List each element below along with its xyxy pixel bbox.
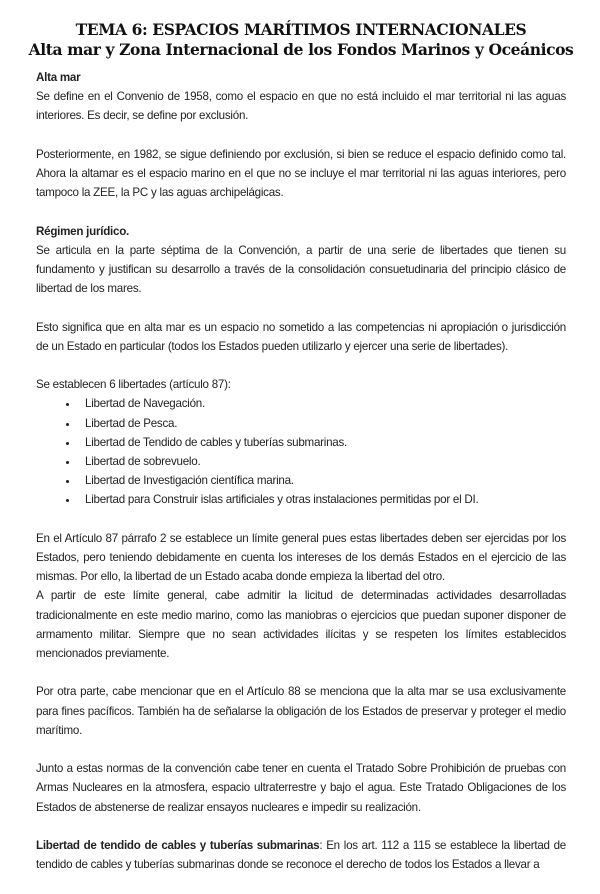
heading-regimen-juridico: Régimen jurídico.	[36, 224, 130, 238]
freedoms-list	[36, 394, 566, 509]
list-item: • Libertad de Pesca.	[79, 414, 566, 433]
paragraph-text: : En los art. 112 a 115 se establece la libertad de tendido de cables y tuberías submarinas donde se reconoce el derecho de todos los Estados a llevar a	[36, 839, 566, 872]
title-line-2: Alta mar y Zona Internacional de los Fondos Marinos y Oceánicos	[28, 40, 574, 59]
paragraph: Junto a estas normas de la convención cabe tener en cuenta el Tratado Sobre Prohibición de pruebas con Armas Nucleares en la atmosfera, espacio ultraterrestre y bajo el agua. Este Tratado Obligaciones de los Estados de abstenerse de realizar ensayos nucleares e impedir su realización.	[36, 762, 566, 814]
list-item: • Libertad de Tendido de cables y tuberías submarinas.	[79, 433, 566, 452]
document-page	[28, 20, 574, 894]
list-item: • Libertad de sobrevuelo.	[79, 452, 566, 471]
list-item: • Libertad para Construir islas artificiales y otras instalaciones permitidas por el DI.	[79, 490, 566, 509]
paragraph: A partir de este límite general, cabe admitir la licitud de determinadas actividades desarrolladas tradicionalmente en este medio marino, como las maniobras o ejercicios que puedan suponer disponer de armamento militar. Siempre que no sean actividades ilícitas y se respeten los límites establecidos mencionados previamente.	[36, 589, 566, 661]
paragraph: Se articula en la parte séptima de la Convención, a partir de una serie de libertades que tienen su fundamento y justifican su desarrollo a través de la consolidación consuetudinaria del principio clásico de libertad de los mares.	[36, 243, 566, 296]
list-item: • Libertad de Navegación.	[79, 394, 566, 413]
paragraph: En el Artículo 87 párrafo 2 se establece un límite general pues estas libertades deben ser ejercidas por los Estados, pero teniendo debidamente en cuenta los intereses de los demás Estados en el ejercicio de las mismas. Por ello, la libertad de un Estado acaba donde empieza la libertad del otro.	[36, 531, 566, 584]
paragraph	[36, 836, 566, 874]
list-item: • Libertad de Investigación científica marina.	[79, 471, 566, 490]
document-title	[16, 20, 586, 60]
paragraph: Se define en el Convenio de 1958, como el espacio en que no está incluido el mar territorial ni las aguas interiores. Es decir, se define por exclusión.	[36, 90, 566, 123]
title-line-1: TEMA 6: ESPACIOS MARÍTIMOS INTERNACIONALES	[75, 20, 527, 39]
inline-heading: Libertad de tendido de cables y tuberías submarinas	[36, 839, 320, 852]
heading-alta-mar: Alta mar	[36, 71, 81, 84]
list-intro: Se establecen 6 libertades (artículo 87):	[36, 378, 231, 392]
paragraph: Por otra parte, cabe mencionar que en el Artículo 88 se menciona que la alta mar se usa exclusivamente para fines pacíficos. También ha de señalarse la obligación de los Estados de preservar y proteger el medio marítimo.	[36, 685, 566, 737]
paragraph: Posteriormente, en 1982, se sigue definiendo por exclusión, si bien se reduce el espacio definido como tal. Ahora la altamar es el espacio marino en el que no se incluye el mar territorial ni las aguas interiores, pero tampoco la ZEE, la PC y las aguas archipelágicas.	[36, 147, 566, 200]
paragraph: Esto significa que en alta mar es un espacio no sometido a las competencias ni apropiación o jurisdicción de un Estado en particular (todos los Estados pueden utilizarlo y ejercer una serie de libertades).	[36, 320, 566, 353]
